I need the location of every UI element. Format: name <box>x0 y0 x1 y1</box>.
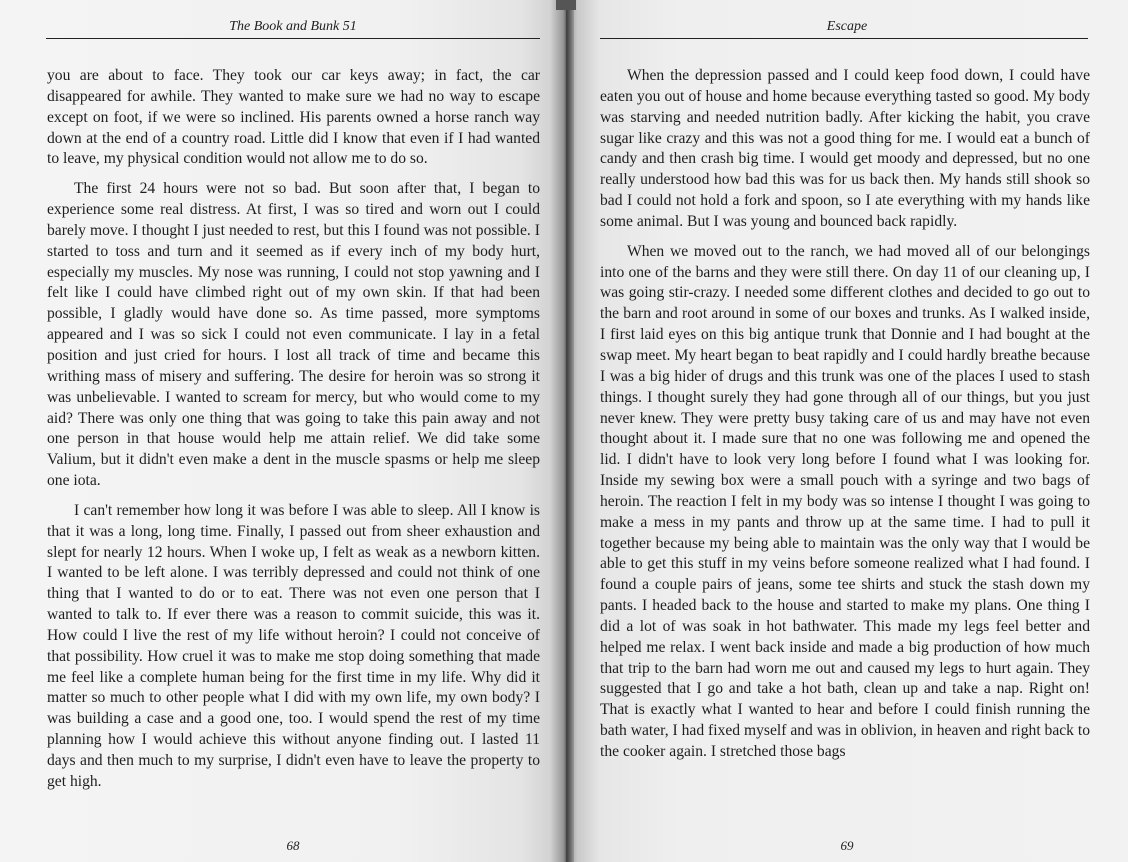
right-paragraph-2: When we moved out to the ranch, we had moved all of our belongings into one of the barns and they were still there. On day 11 of our cleaning up, I was going stir-crazy. I needed some different clothes and decided to go out to the barn and root around in some of our boxes and trunks. As I walked inside, I first laid eyes on this big antique trunk that Donnie and I had bought at the swap meet. My heart began to beat rapidly and I could hardly breathe because I was a big hider of drugs and this trunk was one of the places I used to stash things. I thought surely they had gone through all of our things, but you just never knew. They were pretty busy taking care of us and may have not even thought about it. I made sure that no one was following me and opened the lid. I didn't have to look very long before I found what I was looking for. Inside my sewing box were a small pouch with a syringe and two bags of heroin. The reaction I felt in my body was so intense I thought I was going to make a mess in my pants and throw up at the same time. I had to pull it together because my being able to maintain was the only way that I would be able to get this stuff in my veins before someone realized what I had found. I found a couple pairs of jeans, some tee shirts and stuck the stash down my pants. I headed back to the house and started to make my plans. One thing I did a lot of was soak in hot bathwater. This made my legs feel better and helped me relax. I went back inside and made a big production of how much that trip to the barn had worn me out and caused my legs to hurt again. They suggested that I go and take a hot bath, clean up and take a nap. Right on! That is exactly what I wanted to hear and before I could finish running the bath water, I had fixed myself and was in oblivion, in heaven and right back to the cooker again. I stretched those bags <box>600 242 1091 760</box>
right-body-text <box>600 66 1090 772</box>
right-paragraph-1: When the depression passed and I could keep food down, I could have eaten you out of house and home because everything tasted so good. My body was starving and needed nutrition badly. After kicking the habit, you crave sugar like crazy and this was not a good thing for me. I would eat a bunch of candy and then crash big time. I would get moody and depressed, but no one really understood how bad this was for us back then. My hands still shook so bad I could not hold a fork and spoon, so I ate everything with my hands like some animal. But I was young and bounced back rapidly. <box>600 67 1090 230</box>
left-paragraph-3: I can't remember how long it was before I was able to sleep. All I know is that it was a long, long time. Finally, I passed out from sheer exhaustion and slept for nearly 12 hours. When I woke up, I felt as weak as a newborn kitten. I wanted to be left alone. I was terribly depressed and could not think of one thing that I wanted to do or to eat. There was not even one person that I wanted to talk to. If ever there was a reason to commit suicide, this was it. How could I live the rest of my life without heroin? I could not conceive of that possibility. How cruel it was to make me stop doing something that made me feel like a complete human being for the first time in my life. Why did it matter so much to other people what I did with my own life, my own body? I was building a case and a good one, too. I would spend the rest of my time planning how I would achieve this without anyone finding out. I lasted 11 days and then much to my surprise, I didn't even have to leave the property to get high. <box>47 501 540 790</box>
left-header-rule <box>46 38 540 39</box>
right-page <box>566 0 1128 862</box>
book-gutter <box>550 0 574 862</box>
left-body-text <box>47 66 540 802</box>
right-page-number: 69 <box>840 838 854 853</box>
left-paragraph-2: The first 24 hours were not so bad. But soon after that, I began to experience some real distress. At first, I was so tired and worn out I could barely move. I thought I just needed to rest, but this I found was not possible. I started to toss and turn and it seemed as if every inch of my body hurt, especially my muscles. My nose was running, I could not stop yawning and I felt like I could have climbed right out of my own skin. If that had been possible, I gladly would have done so. As time passed, more symptoms appeared and I was so sick I could not even communicate. I lay in a fetal position and just cried for hours. I lost all track of time and became this writhing mass of misery and suffering. The desire for heroin was so strong it was unbelievable. I wanted to scream for mercy, but who would come to my aid? There was only one thing that was going to take this pain away and not one person in that house would help me attain relief. We did take some Valium, but it didn't even make a dent in the muscle spasms or help me sleep one iota. <box>47 180 540 490</box>
left-paragraph-1: you are about to face. They took our car keys away; in fact, the car disappeared for awhile. They wanted to make sure we had no way to escape except on foot, if we were so inclined. His parents owned a horse ranch way down at the end of a country road. Little did I know that even if I had wanted to leave, my physical condition would not allow me to do so. <box>47 67 540 168</box>
left-page-number: 68 <box>286 838 300 853</box>
right-header-rule <box>600 38 1088 39</box>
gutter-top-edge <box>556 0 576 10</box>
right-running-head: Escape <box>826 19 868 34</box>
left-running-head: The Book and Bunk 51 <box>229 19 357 34</box>
